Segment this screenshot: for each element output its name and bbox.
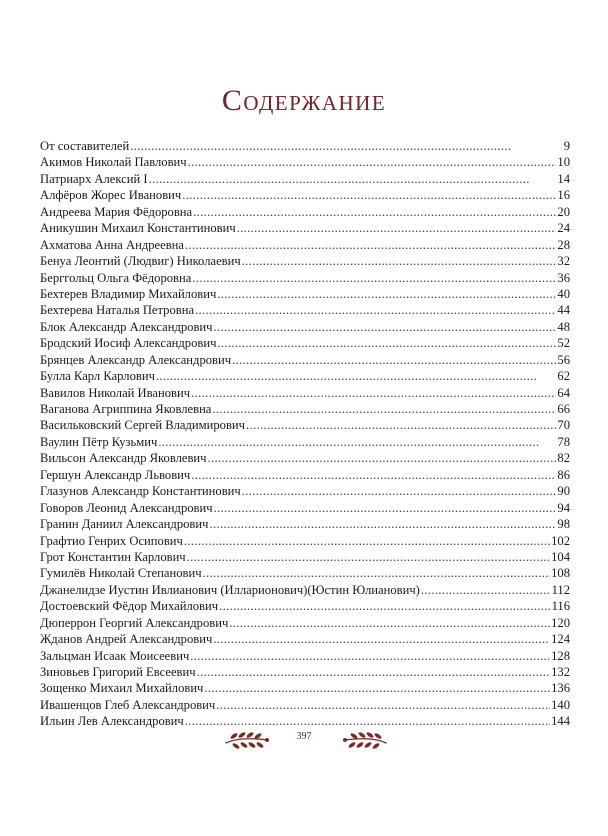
toc-entry-title: Берггольц Ольга Фёдоровна (40, 270, 192, 285)
dot-leader (191, 385, 556, 401)
toc-entry (40, 483, 570, 499)
toc-entry-title: Жданов Андрей Александрович (40, 632, 213, 647)
toc-entry (40, 270, 570, 286)
toc-entry-page: 24 (557, 221, 570, 236)
toc-entry-page: 40 (557, 286, 570, 301)
toc-entry-page: 86 (557, 467, 570, 482)
toc-entry-page: 102 (551, 533, 570, 548)
dot-leader (184, 533, 550, 549)
toc-entry (40, 302, 570, 318)
dot-leader (187, 549, 550, 565)
toc-entry (40, 648, 570, 664)
dot-leader (219, 598, 550, 614)
toc-entry-title: Ивашенцов Глеб Александрович (40, 697, 216, 712)
toc-entry-title: Вильсон Александр Яковлевич (40, 451, 207, 466)
dot-leader (204, 680, 550, 696)
toc-entry-title: Гранин Даниил Александрович (40, 517, 209, 532)
dot-leader (217, 286, 556, 302)
toc-entry-page: 132 (551, 665, 570, 679)
toc-entry-page: 112 (551, 582, 570, 597)
toc-entry (40, 664, 570, 680)
dot-leader (182, 187, 556, 203)
toc-entry (40, 171, 570, 187)
toc-entry-title: Васильковский Сергей Владимирович (40, 418, 245, 433)
toc-entry-title: Глазунов Александр Константинович (40, 484, 241, 499)
toc-entry-page: 48 (557, 319, 570, 334)
dot-leader (214, 500, 557, 516)
toc-entry-page: 108 (551, 566, 570, 581)
dot-leader (158, 434, 556, 450)
toc-entry-page: 56 (557, 352, 570, 367)
toc-entry (40, 401, 570, 417)
toc-entry-title: Ахматова Анна Андреевна (40, 237, 184, 252)
toc-entry (40, 335, 570, 351)
toc-entry (40, 450, 570, 466)
toc-entry-page: 140 (551, 697, 570, 712)
dot-leader (209, 516, 556, 532)
toc-entry (40, 368, 570, 384)
dot-leader (188, 154, 557, 170)
toc-entry-page: 128 (551, 648, 570, 663)
toc-entry-title: Гумилёв Николай Степанович (40, 566, 202, 581)
toc-entry-title: Зальцман Исаак Моисеевич (40, 648, 190, 663)
toc-entry-title: Бехтерева Наталья Петровна (40, 303, 195, 318)
dot-leader (130, 138, 563, 154)
toc-entry (40, 434, 570, 450)
toc-entry (40, 680, 570, 696)
toc-entry-title: Достоевский Фёдор Михайлович (40, 599, 219, 614)
toc-entry-page: 90 (557, 484, 570, 499)
toc-entry (40, 220, 570, 236)
toc-entry-page: 78 (557, 434, 570, 449)
toc-entry-page: 82 (557, 451, 570, 466)
toc-entry-title: Акимов Николай Павлович (40, 155, 187, 170)
dot-leader (190, 648, 550, 664)
dot-leader (217, 335, 556, 351)
toc-entry-page: 124 (551, 632, 570, 647)
dot-leader (237, 220, 557, 236)
toc-entry (40, 286, 570, 302)
toc-entry-title: Патриарх Алексий I (40, 171, 148, 186)
page-footer (0, 728, 608, 752)
toc-entry-page: 144 (551, 714, 570, 729)
dot-leader (421, 582, 551, 598)
toc-entry-page: 98 (557, 517, 570, 532)
toc-entry-page: 116 (551, 599, 570, 614)
toc-entry-title: Ваулин Пётр Кузьмич (40, 434, 158, 449)
dot-leader (216, 697, 550, 713)
dot-leader (203, 565, 551, 581)
toc-entry (40, 631, 570, 647)
toc-entry-title: Графтио Генрих Осипович (40, 533, 183, 548)
dot-leader (185, 237, 556, 253)
dot-leader (149, 171, 557, 187)
toc-entry-title: Булла Карл Карлович (40, 369, 155, 384)
toc-entry-page: 28 (557, 237, 570, 252)
toc-entry-page: 14 (557, 171, 570, 186)
dot-leader (242, 253, 557, 269)
dot-leader (208, 450, 557, 466)
toc-entry-page: 32 (557, 254, 570, 269)
toc-entry-title: Андреева Мария Фёдоровна (40, 204, 193, 219)
toc-entry-title: Ильин Лев Александрович (40, 714, 184, 729)
dot-leader (242, 483, 557, 499)
toc-entry (40, 582, 570, 598)
dot-leader (191, 467, 556, 483)
toc-entry-title: Ваганова Агриппина Яковлевна (40, 402, 212, 416)
toc-entry (40, 516, 570, 532)
toc-entry-title: Бродский Иосиф Александрович (40, 336, 217, 351)
toc-entry-title: Говоров Леонид Александрович (40, 500, 213, 515)
dot-leader (193, 204, 556, 220)
toc-entry-page: 20 (557, 204, 570, 219)
toc-entry (40, 549, 570, 565)
toc-entry-title: Блок Александр Александрович (40, 319, 213, 334)
toc-entry-title: Вавилов Николай Иванович (40, 385, 191, 400)
toc-entry-title: Гершун Александр Львович (40, 467, 191, 482)
toc-entry-page: 9 (563, 139, 570, 153)
toc-entry-title: Джанелидзе Иустин Ивлианович (Илларионович)(Юстин Юлианович) (40, 582, 420, 597)
dot-leader (229, 615, 550, 631)
toc-entry-page: 52 (557, 336, 570, 351)
toc-entry-title: Бехтерев Владимир Михайлович (40, 286, 217, 301)
toc-entry (40, 533, 570, 549)
toc-entry-title: Алфёров Жорес Иванович (40, 188, 182, 203)
toc-entry-title: Грот Константин Карлович (40, 549, 186, 564)
toc-entry (40, 615, 570, 631)
toc-entry-page: 10 (557, 155, 570, 170)
dot-leader (192, 270, 556, 286)
toc-entry (40, 154, 570, 170)
dot-leader (246, 417, 556, 433)
dot-leader (197, 664, 551, 680)
toc-entry-page: 104 (551, 549, 570, 564)
toc-entry (40, 352, 570, 368)
toc-entry (40, 204, 570, 220)
dot-leader (232, 352, 556, 368)
toc-entry (40, 253, 570, 269)
toc-entry (40, 237, 570, 253)
toc-entry-title: От составителей (40, 139, 130, 153)
toc-entry-page: 16 (557, 188, 570, 203)
toc-entry-page: 66 (557, 402, 570, 416)
toc-entry (40, 138, 570, 154)
toc-entry-title: Зиновьев Григорий Евсеевич (40, 665, 196, 679)
toc-entry (40, 565, 570, 581)
dot-leader (195, 302, 556, 318)
page-number: 397 (296, 731, 312, 742)
toc-entry (40, 598, 570, 614)
dot-leader (212, 401, 556, 417)
toc-entry (40, 319, 570, 335)
table-of-contents (40, 138, 570, 730)
toc-entry-page: 136 (551, 681, 570, 696)
toc-entry (40, 417, 570, 433)
toc-entry-title: Аникушин Михаил Константинович (40, 221, 236, 236)
toc-entry-title: Дюперрон Георгий Александрович (40, 615, 229, 630)
laurel-ornament-icon (340, 728, 390, 750)
toc-entry (40, 697, 570, 713)
toc-entry-page: 94 (557, 500, 570, 515)
toc-entry-page: 62 (557, 369, 570, 384)
dot-leader (213, 319, 556, 335)
toc-entry-title: Бенуа Леонтий (Людвиг) Николаевич (40, 254, 241, 269)
toc-entry (40, 500, 570, 516)
toc-entry-page: 36 (557, 270, 570, 285)
page-title: Содержание (221, 84, 387, 117)
toc-entry-page: 44 (557, 303, 570, 318)
toc-entry (40, 385, 570, 401)
dot-leader (156, 368, 556, 384)
toc-entry (40, 467, 570, 483)
toc-entry-page: 64 (557, 385, 570, 400)
toc-entry-title: Брянцев Александр Александрович (40, 352, 232, 367)
toc-entry (40, 187, 570, 203)
toc-entry-title: Зощенко Михаил Михайлович (40, 681, 204, 696)
toc-entry-page: 120 (551, 615, 570, 630)
dot-leader (213, 631, 550, 647)
toc-entry-page: 70 (557, 418, 570, 433)
